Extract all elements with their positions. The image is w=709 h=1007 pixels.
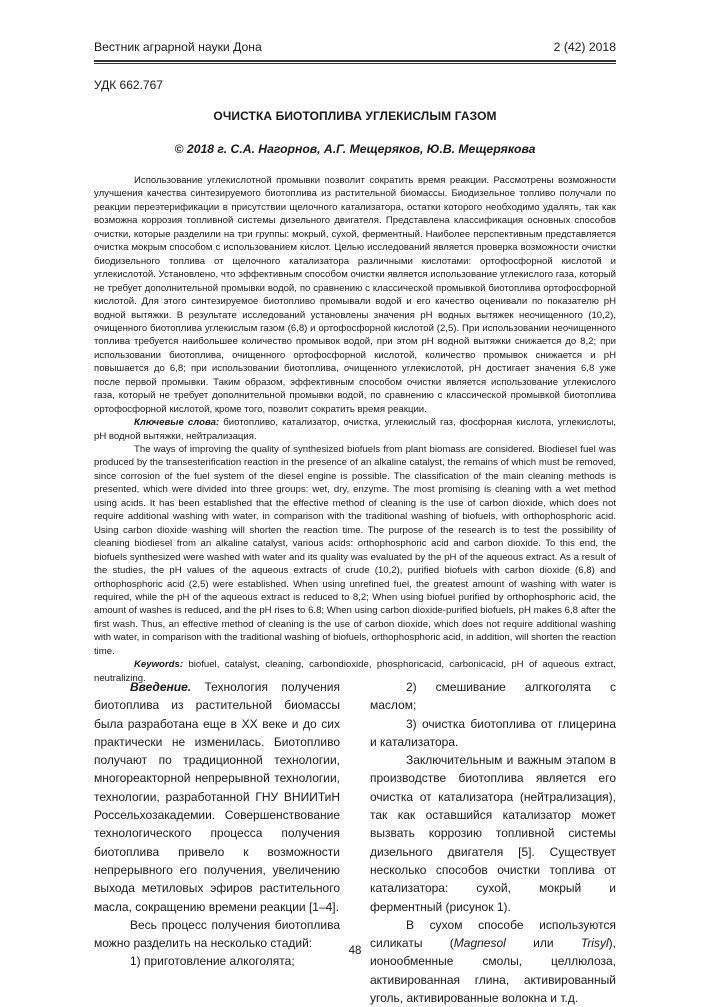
keywords-ru-label: Ключевые слова:	[134, 417, 220, 429]
trademark-magnesol: Magnesol	[453, 936, 506, 951]
journal-name: Вестник аграрной науки Дона	[94, 40, 262, 54]
issue-number: 2 (42) 2018	[553, 40, 616, 54]
stage-1: 1) приготовление алкоголята;	[130, 954, 295, 969]
abstract-en-text: The ways of improving the quality of synthesized biofuels from plant biomass are considered. Biodiesel fuel was produced by the transesterification reaction in the presence of an alkaline catalyst, the remains of which must be removed, since corrosion of the fuel system of the diesel engine is possible. The classification of the main cleaning methods is presented, which were divided into three groups: wet, dry, enzyme. The most promising is cleaning with a wet method using acids. It has been established that the effective method of cleaning is the use of carbon dioxide, which does not require additional washing with water, in comparison with the traditional washing of biofuels, with orthophosphoric acid. Using carbon dioxide washing will shorten the reaction time. The purpose of the research is to test the possibility of cleaning biodiesel from an alkaline catalyst, various acids: orthophosphoric acid and carbon dioxide. To this end, the biofuels synthesized were washed with water and its quality was evaluated by the pH of the aqueous extract. As a result of the studies, the pH values of the aqueous extracts of crude (10,2), purified biofuels with carbon dioxide (6,8) and orthophosphoric acid (2,5) were established. When using unrefined fuel, the greatest amount of washing with water is required, while the pH of the aqueous extract is reduced to 8,2; When using biofuel purified by orthophosphoric acid, the amount of washes is reduced, and the pH rises to 6.8; When using carbon dioxide-purified biofuels, pH makes 6,8 after the first wash. Thus, an effective method of cleaning is the use of carbon dioxide, which does not require additional washing with water, in comparison with the traditional washing of biofuels, orthophosphoric acid, in addition, will shorten the reaction time.	[94, 444, 616, 657]
dry-text-2: или	[505, 936, 581, 951]
running-header	[94, 40, 616, 56]
dry-text-1: В сухом способе используются силикаты (	[370, 917, 616, 951]
header-divider	[94, 60, 616, 64]
keywords-ru	[94, 416, 616, 443]
article-authors: © 2018 г. С.А. Нагорнов, А.Г. Мещеряков, Ю.В. Мещерякова	[174, 142, 536, 156]
stage-3: 3) очистка биотоплива от глицерина и катализатора.	[370, 716, 616, 749]
stages-intro: Весь процесс получения биотоплива можно разделить на несколько стадий:	[94, 917, 340, 951]
udk-code: УДК 662.767	[94, 78, 163, 92]
stage-2: 2) смешивание алгкоголята с маслом;	[370, 680, 616, 713]
intro-text: Технология получения биотоплива из растительной биомассы была разработана еще в XX веке и до сих практически не изменилась. Биотопливо получают по традиционной технологии, многореакторной непрерывной технологии, технологии, разработанной ГНУ ВНИИТиН Россельхозакадемии. Совершенствование технологического процесса получения биотоплива привело к возможности непрерывного его получения, увеличению выхода метиловых эфиров растительного масла, сокращению времени реакции [1–4].	[94, 680, 340, 914]
abstract-russian	[94, 174, 616, 443]
body-column-right	[370, 678, 616, 1007]
page-number: 48	[348, 945, 362, 957]
dry-method-paragraph	[370, 916, 616, 1007]
keywords-en-label: Keywords:	[134, 659, 184, 671]
abstract-ru-text: Использование углекислотной промывки позволит сократить время реакции. Рассмотрены возможности улучшения качества синтезируемого биотоплива из растительной биомассы. Биодизельное топливо получали по реакции переэтерификации в присутствии щелочного катализатора, остатки которого необходимо удалять, так как возможна коррозия топливной системы дизельного двигателя. Представлена классификация основных способов очистки, которые разделили на три группы: мокрый, сухой, ферментный. Наиболее перспективным представляется очистка мокрым способом с использованием кислот. Целью исследований является проверка возможности очистки биодизельного топлива от щелочного катализатора различными кислотами: ортофосфорной кислотой и углекислотой. Установлено, что эффективным способом очистки является использование углекислого газа, который не требует дополнительной промывки водой, по сравнению с классической промывкой биотоплива ортофосфорной кислотой. Для этого синтезируемое биотопливо промывали водой и его качество оценивали по показателю pH водной вытяжки. В результате исследований установлены значения pH водных вытяжек неочищенного (10,2), очищенного биотоплива углекислым газом (6,8) и ортофосфорной кислотой (2,5). При использовании неочищенного топлива требуется наибольшее количество промывок водой, при этом pH водной вытяжки снижается до 8,2; при использовании биотоплива, очищенного ортофосфорной кислотой, количество промывок снижается и pH повышается до 6,8; при использовании биотоплива, очищенного углекислотой, pH достигает значения 6,8 уже после первой промывки. Таким образом, эффективным способом очистки является использование углекислого газа, который не требует дополнительной промывки водой, по сравнению с классической промывкой биотоплива ортофосфорной кислотой, кроме того, позволит сократить время реакции.	[94, 175, 616, 415]
article-title: ОЧИСТКА БИОТОПЛИВА УГЛЕКИСЛЫМ ГАЗОМ	[213, 109, 497, 123]
dry-text-3: ), ионообменные смолы, целлюлоза, активированная глина, активированный уголь, активированные волокна и т.д.	[370, 936, 616, 1006]
keywords-en-list: biofuel, catalyst, cleaning, carbondioxide, phosphoricacid, carbonicacid, pH of aqueous extract, neutralizing.	[94, 659, 616, 684]
body-column-left	[94, 678, 340, 971]
intro-heading: Введение.	[130, 680, 192, 694]
keywords-ru-list: биотопливо, катализатор, очистка, углекислый газ, фосфорная кислота, углекислоты, pH водной вытяжки, нейтрализация.	[94, 417, 616, 442]
trademark-trisyl: Trisyl	[580, 936, 609, 951]
neutralization-paragraph: Заключительным и важным этапом в производстве биотоплива является его очистка от катализатора (нейтрализация), так как оставшийся катализатор может вызвать коррозию топливной системы дизельного двигателя [5]. Существует несколько способов очистки топлива от катализатора: сухой, мокрый и ферментный (рисунок 1).	[370, 753, 616, 914]
abstract-english	[94, 443, 616, 685]
intro-paragraph	[94, 678, 340, 916]
